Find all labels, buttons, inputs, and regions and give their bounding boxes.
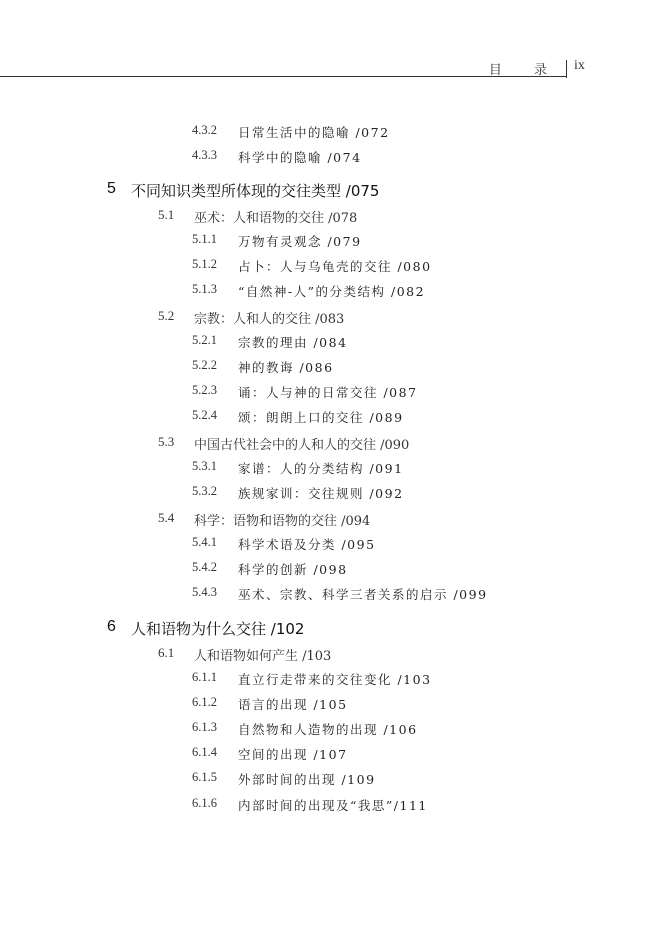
toc-entry-number: 6.1.2 [192,695,217,709]
toc-entry-number: 5.4.1 [192,535,217,549]
header-chapter-title: 目 录 [488,63,561,78]
header-page-number: ix [574,58,585,73]
toc-entry-title: 科学中的隐喻 /074 [238,150,362,165]
toc-entry-number: 6.1.4 [192,745,217,759]
toc-entry-title: 家谱：人的分类结构 /091 [238,461,404,476]
toc-entry-title: 颂：朗朗上口的交往 /089 [238,410,404,425]
toc-entry-title: 科学术语及分类 /095 [238,537,376,552]
toc-entry-number: 5.3.2 [192,484,217,498]
toc-entry-number: 5.1.2 [192,257,217,271]
toc-section-title: 人和语物如何产生 /103 [194,649,332,664]
toc-entry-number: 6.1.3 [192,720,217,734]
toc-entry-title: 宗教的理由 /084 [238,335,348,350]
toc-section-title: 宗教：人和人的交往 /083 [194,312,345,327]
toc-chapter-number: 5 [107,180,116,197]
toc-entry-title: 族规家训：交往规则 /092 [238,486,404,501]
toc-entry-number: 5.2.1 [192,333,217,347]
toc-entry-number: 6.1.5 [192,770,217,784]
toc-section-number: 5.2 [158,308,175,323]
toc-section-number: 5.3 [158,434,175,449]
toc-section-title: 巫术：人和语物的交往 /078 [194,211,358,226]
toc-section-number: 6.1 [158,645,175,660]
toc-section-number: 5.1 [158,207,175,222]
toc-entry-title: 占卜：人与乌龟壳的交往 /080 [238,259,432,274]
toc-chapter-title: 人和语物为什么交往 /102 [131,620,305,638]
toc-chapter-title: 不同知识类型所体现的交往类型 /075 [131,182,380,200]
toc-entry-number: 4.3.3 [192,148,217,162]
toc-section-title: 科学：语物和语物的交往 /094 [194,514,371,529]
toc-entry-number: 5.4.2 [192,560,217,574]
toc-entry-number: 5.2.3 [192,383,217,397]
toc-entry-title: 万物有灵观念 /079 [238,234,362,249]
toc-entry-title: “自然神-人”的分类结构 /082 [238,284,426,299]
toc-entry-number: 5.3.1 [192,459,217,473]
toc-entry-number: 6.1.6 [192,796,217,810]
toc-entry-title: 直立行走带来的交往变化 /103 [238,672,432,687]
toc-entry-title: 空间的出现 /107 [238,747,348,762]
toc-section-number: 5.4 [158,510,175,525]
toc-entry-title: 科学的创新 /098 [238,562,348,577]
toc-entry-number: 5.1.3 [192,282,217,296]
toc-entry-title: 外部时间的出现 /109 [238,772,376,787]
toc-entry-number: 6.1.1 [192,670,217,684]
toc-entry-title: 内部时间的出现及“我思”/111 [238,798,428,813]
toc-entry-title: 日常生活中的隐喻 /072 [238,125,390,140]
toc-entry-title: 巫术、宗教、科学三者关系的启示 /099 [238,587,488,602]
toc-chapter-number: 6 [107,618,116,635]
toc-entry-number: 5.1.1 [192,232,217,246]
toc-entry-number: 5.2.4 [192,408,217,422]
toc-entry-title: 诵：人与神的日常交往 /087 [238,385,418,400]
toc-entry-number: 5.4.3 [192,585,217,599]
toc-section-title: 中国古代社会中的人和人的交往 /090 [194,438,410,453]
toc-entry-title: 神的教诲 /086 [238,360,334,375]
toc-entry-title: 自然物和人造物的出现 /106 [238,722,418,737]
toc-entry-number: 5.2.2 [192,358,217,372]
toc-entry-title: 语言的出现 /105 [238,697,348,712]
toc-entry-number: 4.3.2 [192,123,217,137]
